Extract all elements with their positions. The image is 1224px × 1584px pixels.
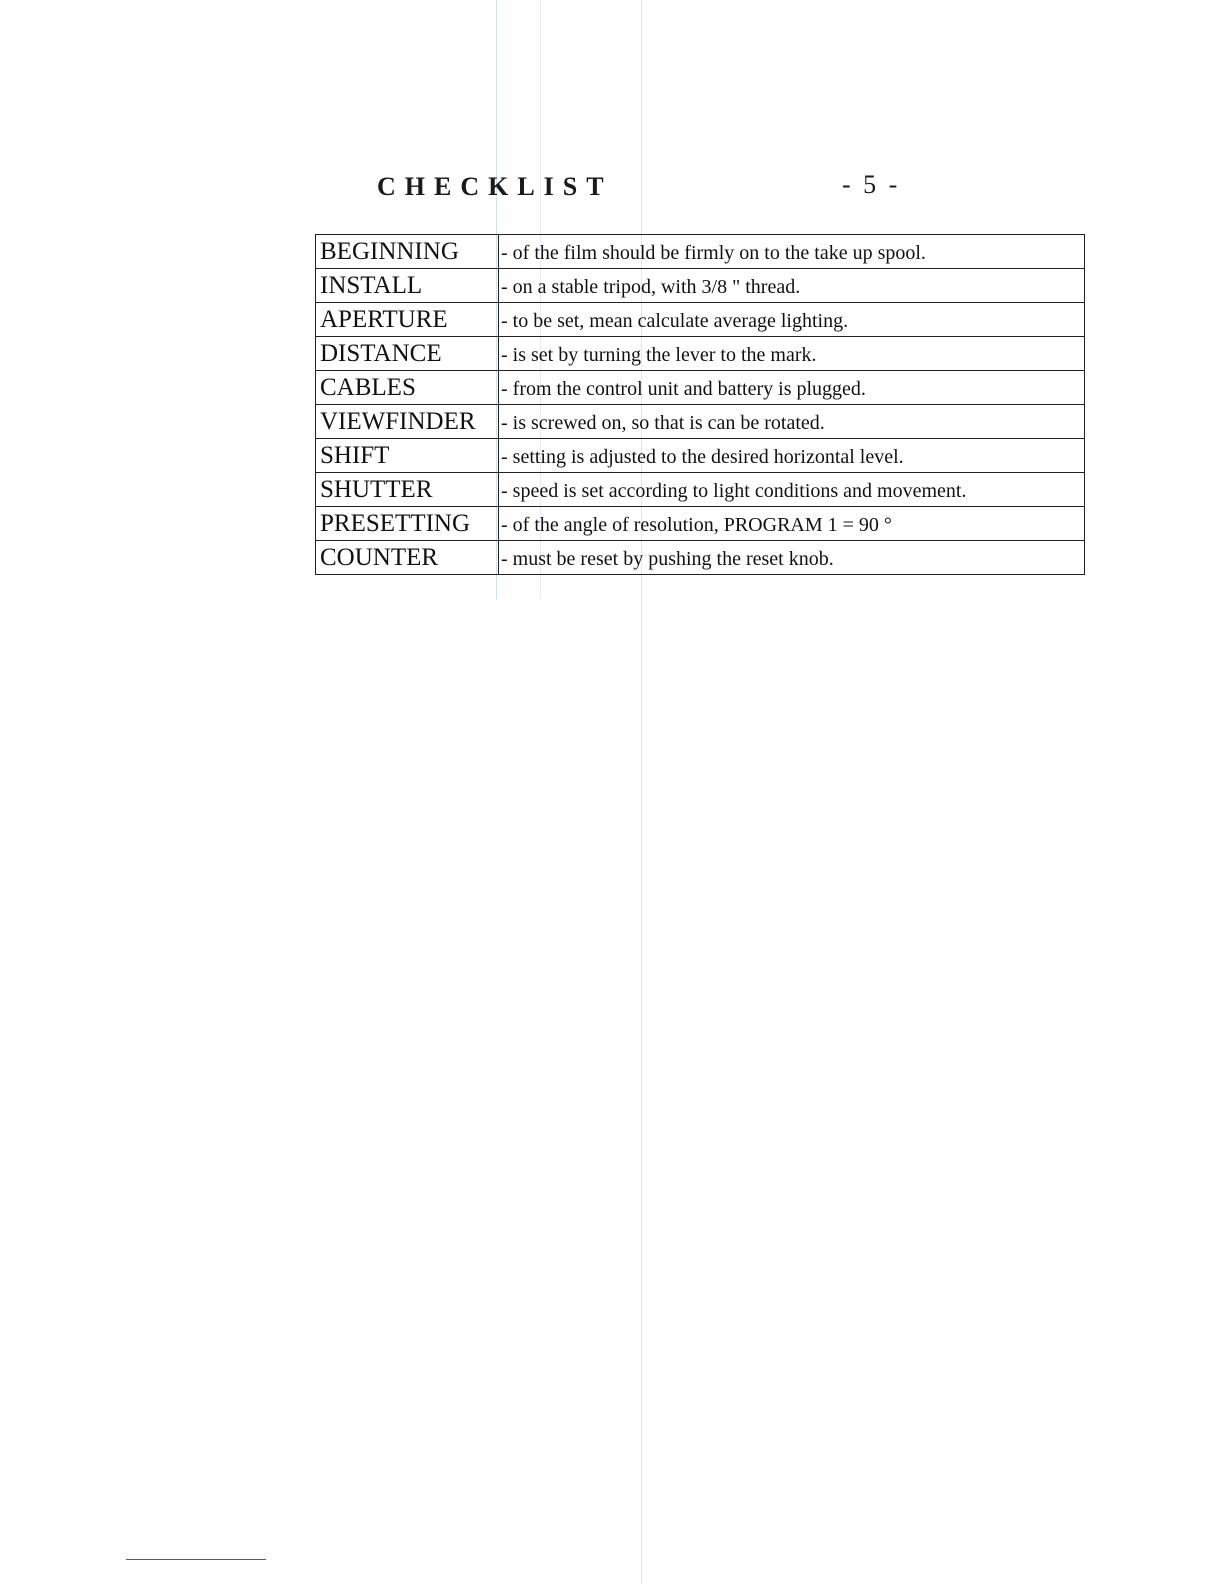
checklist-table [315, 234, 1085, 575]
table-row [316, 235, 1085, 269]
checklist-term: BEGINNING [316, 235, 499, 269]
checklist-term: VIEWFINDER [316, 405, 499, 439]
checklist-description: - of the angle of resolution, PROGRAM 1 = 90 ° [499, 507, 1085, 541]
checklist-term: COUNTER [316, 541, 499, 575]
checklist-term: DISTANCE [316, 337, 499, 371]
checklist-description: - is screwed on, so that is can be rotated. [499, 405, 1085, 439]
checklist-term: SHUTTER [316, 473, 499, 507]
checklist-term: PRESETTING [316, 507, 499, 541]
checklist-description: - speed is set according to light conditions and movement. [499, 473, 1085, 507]
checklist-term: SHIFT [316, 439, 499, 473]
table-row [316, 269, 1085, 303]
checklist-description: - must be reset by pushing the reset knob. [499, 541, 1085, 575]
table-row [316, 371, 1085, 405]
checklist-term: INSTALL [316, 269, 499, 303]
checklist-description: - to be set, mean calculate average lighting. [499, 303, 1085, 337]
table-row [316, 303, 1085, 337]
table-row [316, 541, 1085, 575]
checklist-description: - from the control unit and battery is plugged. [499, 371, 1085, 405]
checklist-description: - on a stable tripod, with 3/8 " thread. [499, 269, 1085, 303]
checklist-description: - of the film should be firmly on to the take up spool. [499, 235, 1085, 269]
page-title: CHECKLIST [377, 172, 613, 201]
checklist-description: - is set by turning the lever to the mark. [499, 337, 1085, 371]
table-row [316, 473, 1085, 507]
scan-artifact-mark [126, 1559, 266, 1560]
checklist-description: - setting is adjusted to the desired horizontal level. [499, 439, 1085, 473]
table-row [316, 337, 1085, 371]
table-row [316, 439, 1085, 473]
checklist-term: CABLES [316, 371, 499, 405]
table-row [316, 507, 1085, 541]
page-number: - 5 - [842, 170, 901, 199]
checklist-term: APERTURE [316, 303, 499, 337]
table-row [316, 405, 1085, 439]
